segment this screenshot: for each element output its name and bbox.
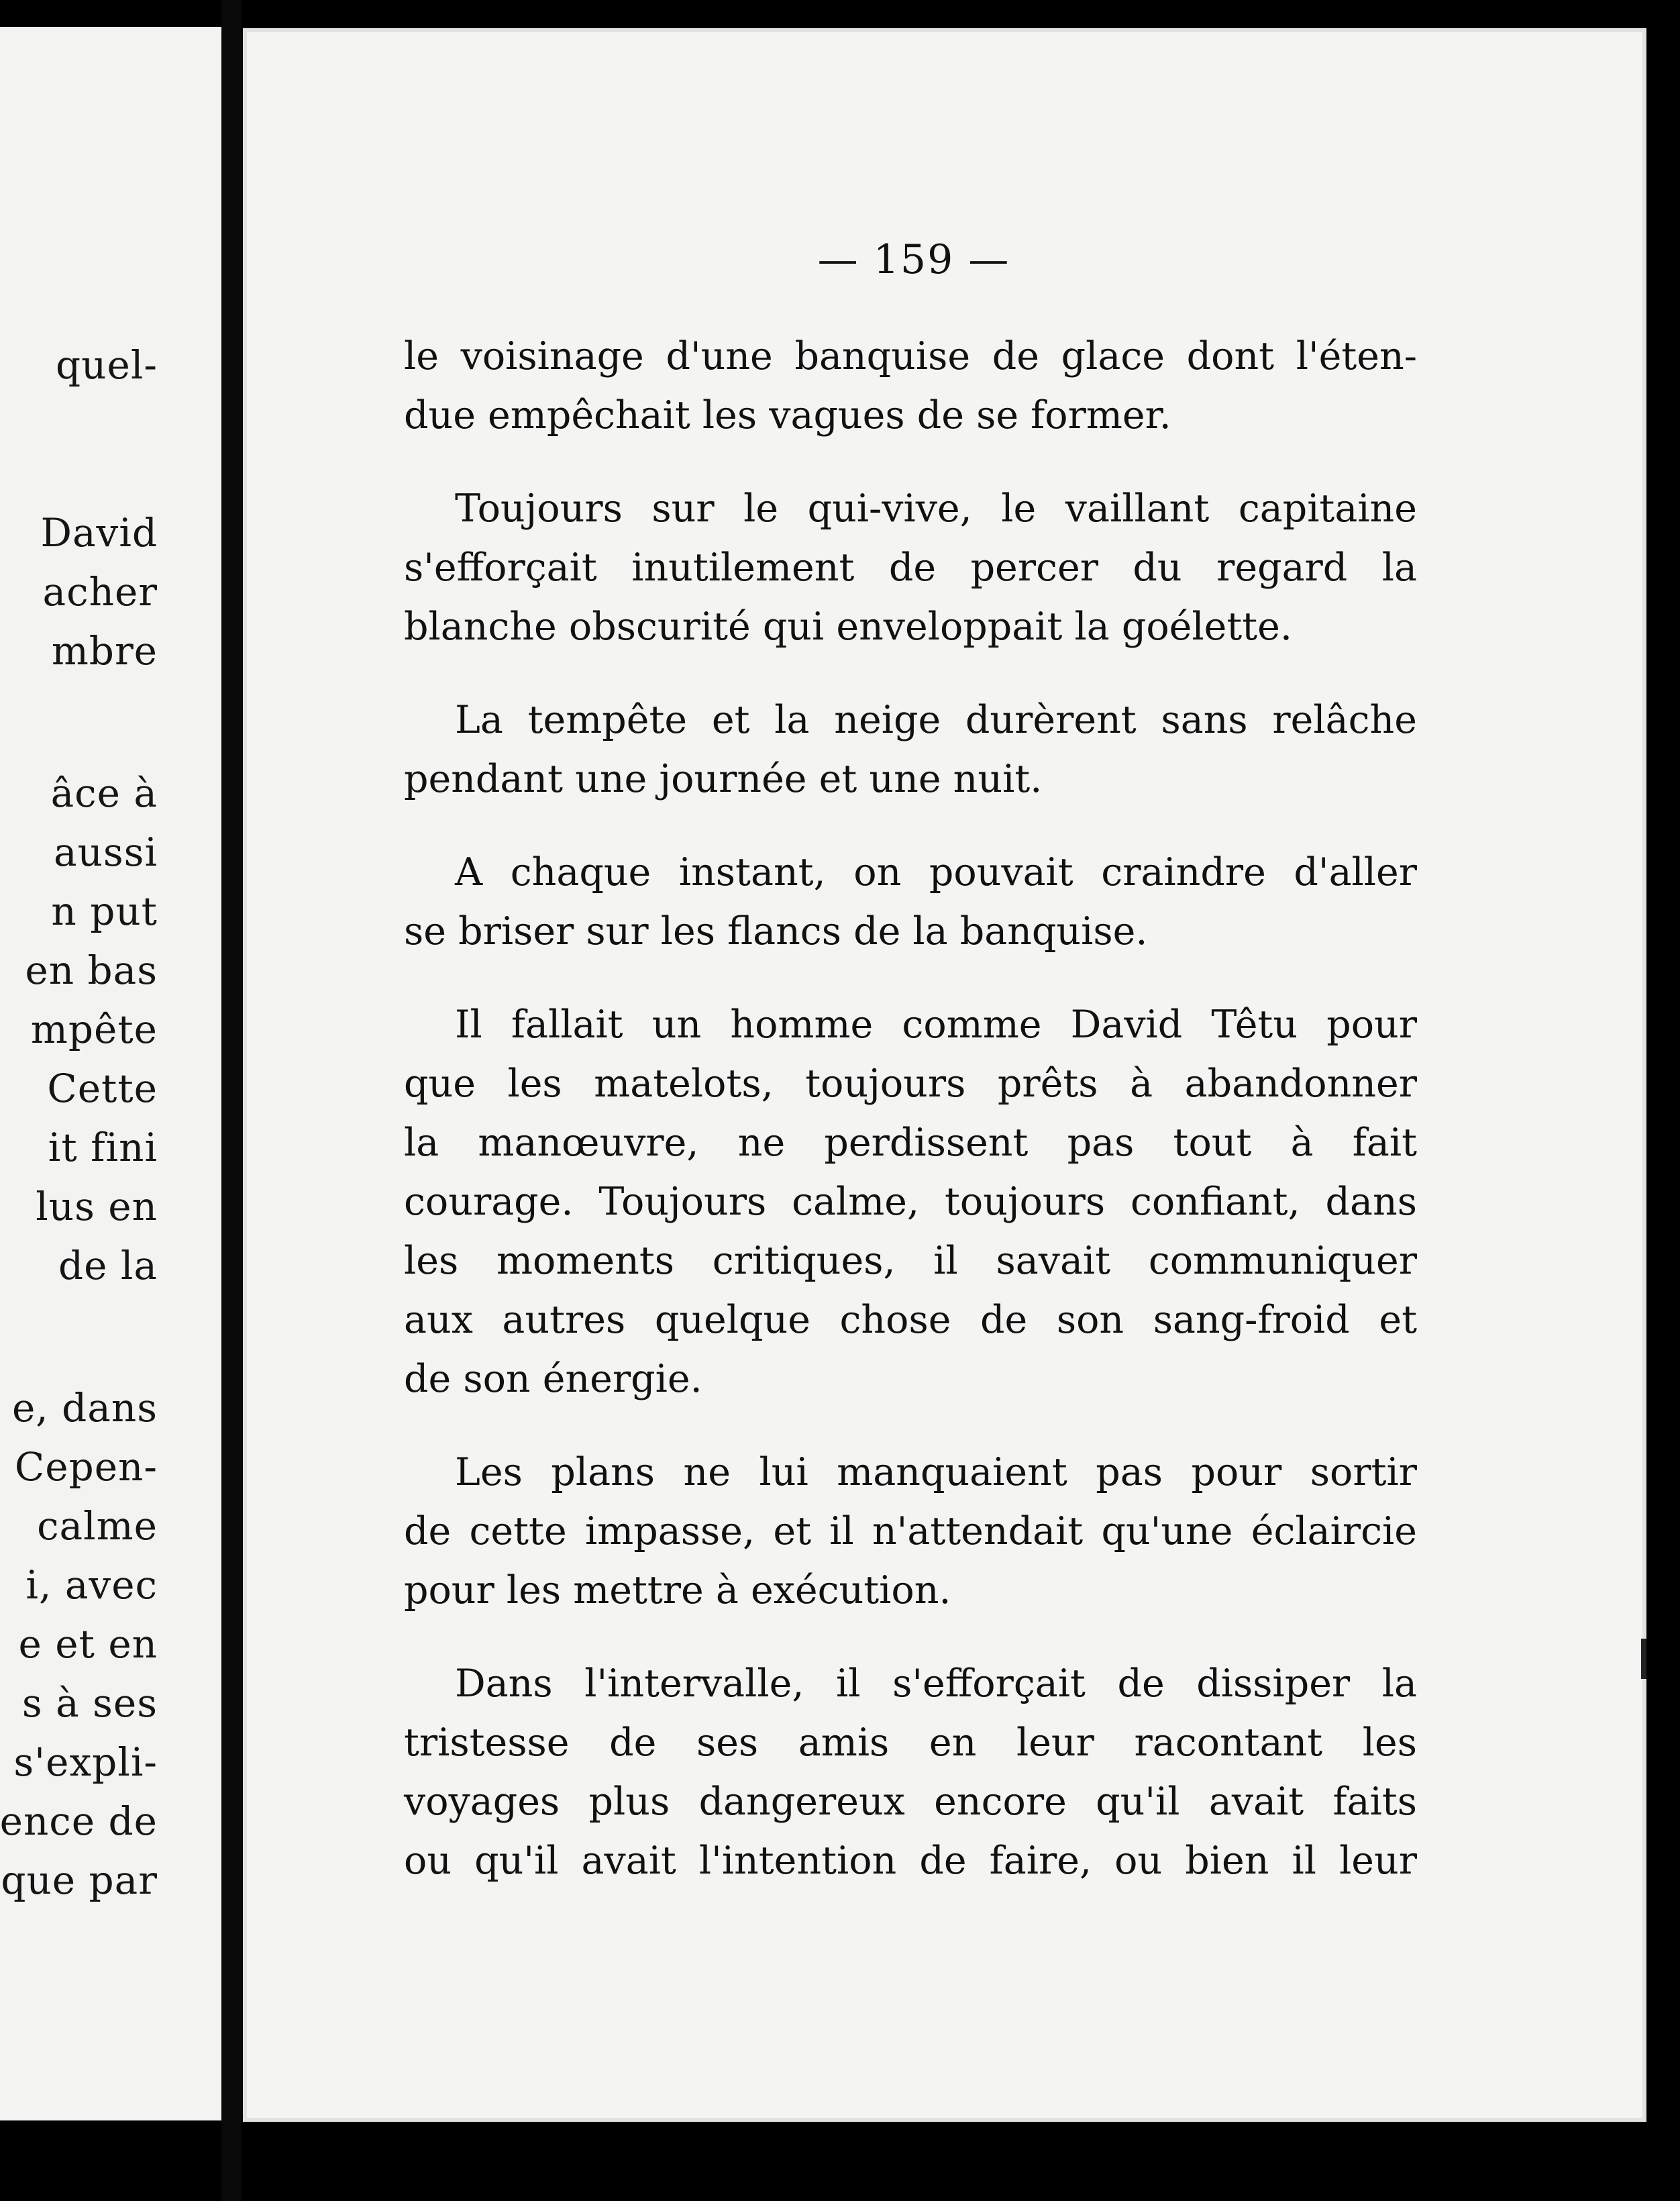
left-page-line: calme xyxy=(37,1503,158,1549)
left-page-line: en bas xyxy=(25,948,158,993)
left-page-line: quel- xyxy=(56,342,158,388)
left-page-line: i, avec xyxy=(25,1562,158,1608)
left-page-line: Cepen- xyxy=(14,1444,158,1490)
left-page-line: aussi xyxy=(53,829,158,875)
paragraph xyxy=(404,1443,1417,1620)
text-line: blanche obscurité qui enveloppait la goélette. xyxy=(404,605,1292,649)
text-line: de son énergie. xyxy=(404,1357,702,1401)
text-line: la manœuvre, ne perdissent pas tout à fait xyxy=(404,1121,1417,1165)
left-page-line: que par xyxy=(1,1857,158,1903)
text-line: due empêchait les vagues de se former. xyxy=(404,393,1171,438)
text-line: de cette impasse, et il n'attendait qu'une éclaircie xyxy=(404,1509,1417,1553)
left-page-line: n put xyxy=(51,888,158,934)
text-line: A chaque instant, on pouvait craindre d'aller xyxy=(455,850,1417,894)
text-line: se briser sur les flancs de la banquise. xyxy=(404,909,1148,954)
text-line: Dans l'intervalle, il s'efforçait de dissiper la xyxy=(455,1661,1417,1706)
left-page-line: lus en xyxy=(36,1184,158,1229)
paragraph xyxy=(404,1654,1417,1890)
text-line: La tempête et la neige durèrent sans relâche xyxy=(455,698,1417,742)
right-page xyxy=(243,28,1646,2122)
text-line: Les plans ne lui manquaient pas pour sortir xyxy=(455,1450,1417,1494)
left-page-line: s à ses xyxy=(21,1680,158,1726)
paragraph xyxy=(404,690,1417,809)
paragraph xyxy=(404,479,1417,656)
paragraph xyxy=(404,995,1417,1409)
page-edge-mark xyxy=(1641,1639,1646,1679)
text-line: que les matelots, toujours prêts à abandonner xyxy=(404,1062,1417,1106)
text-line: tristesse de ses amis en leur racontant les xyxy=(404,1721,1417,1765)
left-page-line: âce à xyxy=(50,770,158,816)
text-line: voyages plus dangereux encore qu'il avait faits xyxy=(404,1780,1417,1824)
text-line: aux autres quelque chose de son sang-froid et xyxy=(404,1298,1417,1342)
left-page-line: Cette xyxy=(47,1066,158,1111)
paragraph xyxy=(404,843,1417,961)
left-page-line: mpête xyxy=(30,1007,158,1052)
text-line: Toujours sur le qui-vive, le vaillant capitaine xyxy=(455,487,1417,531)
left-page-line: e, dans xyxy=(11,1385,158,1431)
left-page-line: ence de xyxy=(0,1798,158,1844)
text-line: le voisinage d'une banquise de glace dont l'éten- xyxy=(404,334,1417,378)
book-gutter xyxy=(221,0,242,2201)
page-number: — 159 — xyxy=(817,236,1010,283)
left-page-line: e et en xyxy=(18,1621,158,1667)
text-line: Il fallait un homme comme David Têtu pour xyxy=(455,1003,1417,1047)
text-line: pendant une journée et une nuit. xyxy=(404,757,1043,801)
body-text xyxy=(404,327,1417,1925)
text-line: s'efforçait inutilement de percer du regard la xyxy=(404,546,1417,590)
text-line: courage. Toujours calme, toujours confiant, dans xyxy=(404,1180,1417,1224)
left-page-line: David xyxy=(40,510,158,556)
text-line: pour les mettre à exécution. xyxy=(404,1568,951,1613)
left-page-line: s'expli- xyxy=(13,1739,158,1785)
text-line: ou qu'il avait l'intention de faire, ou bien il leur xyxy=(404,1839,1417,1883)
paragraph xyxy=(404,327,1417,445)
left-facing-page xyxy=(0,27,221,2120)
text-line: les moments critiques, il savait communiquer xyxy=(404,1239,1417,1283)
left-page-line: acher xyxy=(42,569,158,615)
left-page-line: it fini xyxy=(48,1125,158,1170)
left-page-line: de la xyxy=(58,1243,158,1288)
left-page-line: mbre xyxy=(51,628,158,674)
